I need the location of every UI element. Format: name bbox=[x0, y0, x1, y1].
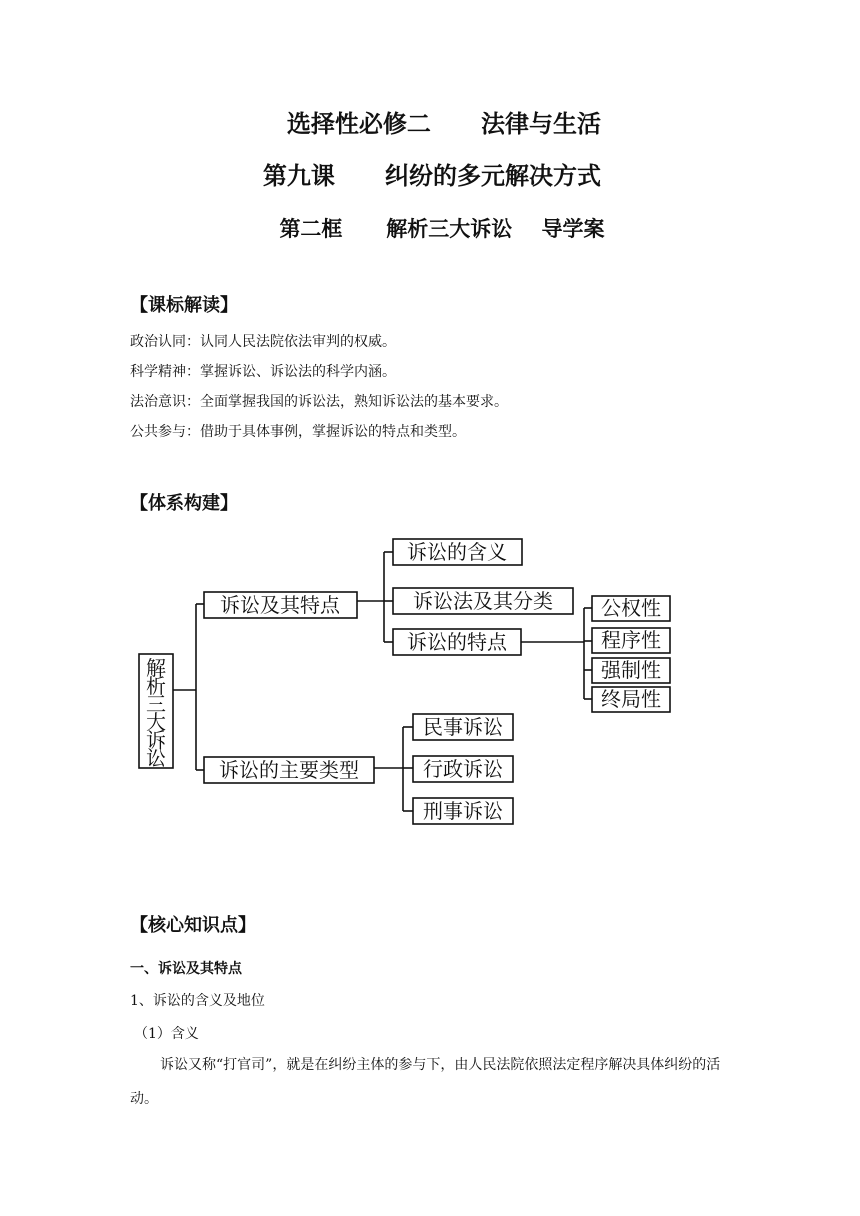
feature-compulsory bbox=[592, 658, 670, 683]
branch-1-label: 诉讼及其特点 bbox=[220, 593, 340, 617]
svg-text:诉讼的特点: 诉讼的特点 bbox=[407, 630, 507, 654]
concept-node-features bbox=[393, 629, 521, 655]
root-char-5: 诉 bbox=[146, 728, 166, 752]
svg-text:刑事诉讼: 刑事诉讼 bbox=[423, 799, 503, 823]
feature-final bbox=[592, 687, 670, 712]
feature-procedural bbox=[592, 628, 670, 653]
svg-text:行政诉讼: 行政诉讼 bbox=[423, 757, 503, 781]
curriculum-item-2: 科学精神：掌握诉讼、诉讼法的科学内涵。 bbox=[130, 364, 396, 380]
branch-2-label: 诉讼的主要类型 bbox=[219, 758, 359, 782]
core-heading: 【核心知识点】 bbox=[130, 915, 256, 936]
svg-text:诉讼的含义: 诉讼的含义 bbox=[407, 540, 507, 564]
core-section-1: 一、诉讼及其特点 bbox=[130, 961, 242, 977]
curriculum-item-4: 公共参与：借助于具体事例，掌握诉讼的特点和类型。 bbox=[130, 424, 466, 440]
section-title: 第二框 解析三大诉讼 导学案 bbox=[279, 217, 605, 241]
svg-text:诉讼法及其分类: 诉讼法及其分类 bbox=[413, 589, 553, 613]
feature-public-power bbox=[592, 596, 670, 621]
concept-node-administrative bbox=[413, 756, 513, 782]
concept-branch-1 bbox=[204, 592, 357, 618]
curriculum-item-1: 政治认同：认同人民法院依法审判的权威。 bbox=[130, 334, 396, 350]
core-paragraph-1: 诉讼又称“打官司”，就是在纠纷主体的参与下，由人民法院依照法定程序解决具体纠纷的活动。 bbox=[130, 1057, 721, 1107]
root-char-1: 解 bbox=[146, 656, 166, 680]
core-item-1: 1、诉讼的含义及地位 bbox=[130, 993, 265, 1009]
concept-branch-2 bbox=[204, 757, 374, 783]
lesson-title: 第九课 纠纷的多元解决方式 bbox=[262, 162, 602, 190]
concept-node-meaning bbox=[393, 539, 522, 565]
core-sub-1: （1）含义 bbox=[134, 1026, 199, 1042]
svg-text:民事诉讼: 民事诉讼 bbox=[423, 715, 503, 739]
svg-text:终局性: 终局性 bbox=[601, 687, 661, 711]
root-char-4: 大 bbox=[146, 710, 166, 734]
concept-node-criminal bbox=[413, 798, 513, 824]
svg-text:公权性: 公权性 bbox=[601, 596, 661, 620]
svg-text:强制性: 强制性 bbox=[601, 658, 661, 682]
root-char-6: 讼 bbox=[146, 746, 166, 770]
concept-node-law bbox=[393, 588, 573, 614]
svg-text:程序性: 程序性 bbox=[601, 628, 661, 652]
system-heading: 【体系构建】 bbox=[130, 493, 238, 514]
concept-root bbox=[139, 654, 173, 770]
root-char-2: 析 bbox=[146, 674, 166, 698]
curriculum-item-3: 法治意识：全面掌握我国的诉讼法，熟知诉讼法的基本要求。 bbox=[130, 394, 508, 410]
curriculum-heading: 【课标解读】 bbox=[130, 295, 238, 316]
concept-map bbox=[0, 530, 860, 850]
concept-node-civil bbox=[413, 714, 513, 740]
course-title: 选择性必修二 法律与生活 bbox=[286, 110, 602, 138]
root-char-3: 三 bbox=[146, 692, 166, 716]
